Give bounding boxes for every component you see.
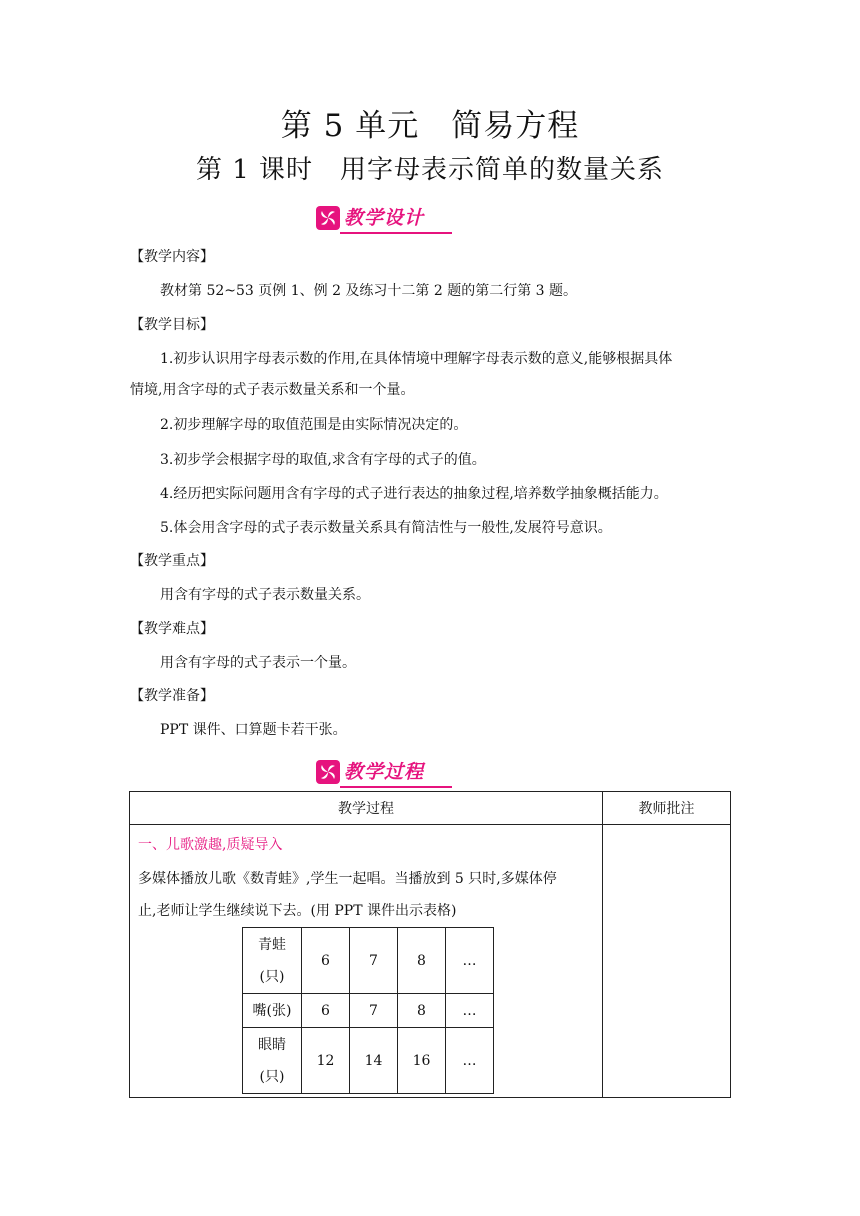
goal-3: 3.初步学会根据字母的取值,求含有字母的式子的值。 bbox=[160, 452, 486, 468]
table-cell: 6 bbox=[302, 994, 350, 1028]
table-cell: 6 bbox=[302, 928, 350, 994]
process-line-2: 止,老师让学生继续说下去。(用 PPT 课件出示表格) bbox=[138, 903, 457, 919]
mouth-row bbox=[243, 994, 494, 1028]
goal-5: 5.体会用含字母的式子表示数量关系具有简洁性与一般性,发展符号意识。 bbox=[160, 520, 612, 536]
banner-label: 教学设计 bbox=[344, 207, 425, 229]
banner-underline bbox=[340, 786, 452, 788]
frog-table bbox=[242, 927, 494, 1094]
key-point-heading: 【教学重点】 bbox=[130, 553, 214, 569]
table-cell: 7 bbox=[350, 994, 398, 1028]
eye-row bbox=[243, 1028, 494, 1094]
goal-heading: 【教学目标】 bbox=[130, 317, 214, 333]
section-title: 一、儿歌激趣,质疑导入 bbox=[138, 837, 283, 853]
table-cell: 8 bbox=[398, 994, 446, 1028]
process-table-header bbox=[130, 792, 731, 825]
row-label: 眼睛 (只) bbox=[243, 1028, 302, 1094]
pinwheel-logo-icon bbox=[316, 760, 340, 784]
goal-4: 4.经历把实际问题用含有字母的式子进行表达的抽象过程,培养数学抽象概括能力。 bbox=[160, 486, 668, 502]
process-table-row bbox=[130, 825, 731, 1098]
teacher-notes-cell bbox=[603, 825, 731, 1098]
row-label: 嘴(张) bbox=[243, 994, 302, 1028]
goal-1-line-1: 1.初步认识用字母表示数的作用,在具体情境中理解字母表示数的意义,能够根据具体 bbox=[160, 351, 673, 367]
banner-teaching-process bbox=[316, 758, 452, 788]
process-table bbox=[129, 791, 731, 1098]
preparation-text: PPT 课件、口算题卡若干张。 bbox=[160, 722, 347, 738]
table-cell: 7 bbox=[350, 928, 398, 994]
header-teacher-notes: 教师批注 bbox=[603, 792, 731, 825]
goal-1-line-2: 情境,用含字母的式子表示数量关系和一个量。 bbox=[130, 382, 415, 398]
pinwheel-logo-icon bbox=[316, 206, 340, 230]
table-cell: 8 bbox=[398, 928, 446, 994]
row-label: 青蛙 (只) bbox=[243, 928, 302, 994]
process-cell bbox=[130, 825, 603, 1098]
lesson-title: 第 1 课时 用字母表示简单的数量关系 bbox=[195, 155, 665, 185]
banner-underline bbox=[340, 232, 452, 234]
banner-teaching-design bbox=[316, 204, 452, 234]
content-heading: 【教学内容】 bbox=[130, 249, 214, 265]
table-cell: … bbox=[446, 928, 494, 994]
key-point-text: 用含有字母的式子表示数量关系。 bbox=[160, 587, 370, 603]
table-cell: … bbox=[446, 1028, 494, 1094]
header-process: 教学过程 bbox=[130, 792, 603, 825]
frog-row bbox=[243, 928, 494, 994]
difficulty-text: 用含有字母的式子表示一个量。 bbox=[160, 655, 356, 671]
table-cell: 14 bbox=[350, 1028, 398, 1094]
content-text: 教材第 52~53 页例 1、例 2 及练习十二第 2 题的第二行第 3 题。 bbox=[160, 283, 578, 299]
table-cell: 12 bbox=[302, 1028, 350, 1094]
preparation-heading: 【教学准备】 bbox=[130, 688, 214, 704]
difficulty-heading: 【教学难点】 bbox=[130, 621, 214, 637]
unit-title: 第 5 单元 简易方程 bbox=[280, 108, 580, 144]
goal-2: 2.初步理解字母的取值范围是由实际情况决定的。 bbox=[160, 417, 468, 433]
table-cell: 16 bbox=[398, 1028, 446, 1094]
banner-label: 教学过程 bbox=[344, 761, 425, 783]
process-line-1: 多媒体播放儿歌《数青蛙》,学生一起唱。当播放到 5 只时,多媒体停 bbox=[138, 871, 557, 887]
table-cell: … bbox=[446, 994, 494, 1028]
